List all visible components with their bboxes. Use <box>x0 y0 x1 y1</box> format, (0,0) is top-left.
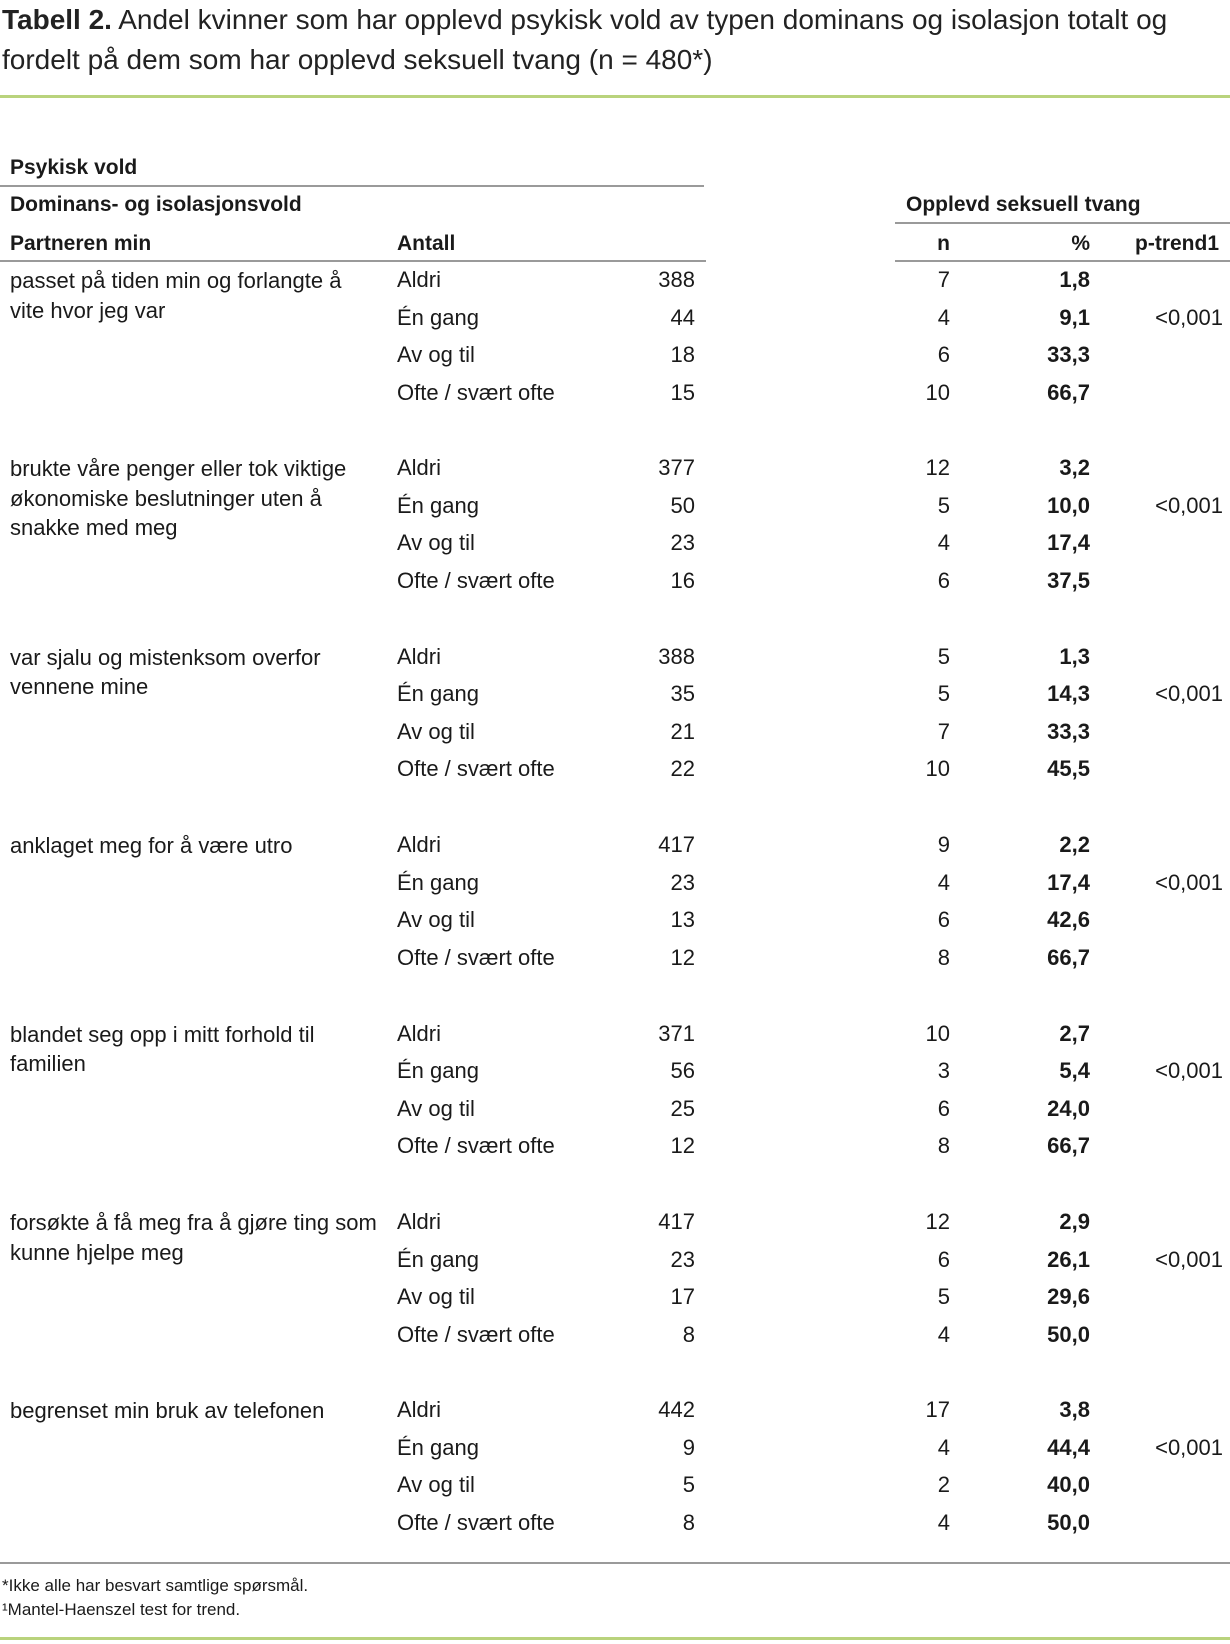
percent-value: 24,0 <box>1047 1095 1090 1121</box>
n-value: 9 <box>937 832 950 858</box>
antall-value: 56 <box>670 1058 695 1084</box>
n-value: 5 <box>937 643 950 669</box>
n-value: 4 <box>937 869 950 895</box>
n-value: 10 <box>925 756 950 782</box>
percent-value: 17,4 <box>1047 869 1090 895</box>
antall-value: 388 <box>658 643 695 669</box>
percent-value: 66,7 <box>1047 944 1090 970</box>
antall-value: 23 <box>670 869 695 895</box>
antall-value: 23 <box>670 1246 695 1272</box>
antall-value: 25 <box>670 1095 695 1121</box>
frequency-label: Én gang <box>397 492 479 518</box>
top-rule <box>0 95 1230 98</box>
percent-value: 17,4 <box>1047 530 1090 556</box>
table-title-text: Andel kvinner som har opplevd psykisk vold av typen dominans og isolasjon totalt og fordelt på dem som har opplevd seksuell tvang (n = 480*) <box>2 4 1168 75</box>
table-title-label: Tabell 2. <box>2 4 112 35</box>
n-value: 5 <box>937 1284 950 1309</box>
antall-value: 44 <box>670 304 695 330</box>
table-title <box>2 0 1222 80</box>
percent-value: 14,3 <box>1047 681 1090 707</box>
n-value: 10 <box>925 379 950 405</box>
percent-value: 10,0 <box>1047 492 1090 518</box>
header-rule-right <box>895 260 1230 262</box>
percent-value: 66,7 <box>1047 379 1090 405</box>
percent-value: 26,1 <box>1047 1246 1090 1272</box>
frequency-label: Aldri <box>397 1209 442 1234</box>
col-header-ptrend: p-trend1 <box>1135 232 1219 255</box>
percent-value: 37,5 <box>1047 567 1090 593</box>
p-trend-value: <0,001 <box>1155 1434 1223 1460</box>
antall-value: 371 <box>658 1020 695 1046</box>
antall-value: 377 <box>658 455 695 481</box>
n-value: 5 <box>937 681 950 707</box>
frequency-label: Av og til <box>397 1095 475 1121</box>
col-header-antall: Antall <box>397 232 456 255</box>
percent-value: 50,0 <box>1047 1321 1090 1347</box>
frequency-label: Én gang <box>397 1058 479 1084</box>
item-description: passet på tiden min og forlangte å vite hvor jeg var <box>10 268 342 323</box>
antall-value: 15 <box>670 379 695 405</box>
percent-value: 44,4 <box>1047 1434 1090 1460</box>
percent-value: 3,2 <box>1059 455 1090 481</box>
antall-value: 417 <box>658 832 695 858</box>
p-trend-value: <0,001 <box>1155 681 1223 707</box>
frequency-label: Én gang <box>397 1434 479 1460</box>
frequency-label: Av og til <box>397 907 475 933</box>
p-trend-value: <0,001 <box>1155 869 1223 895</box>
n-value: 6 <box>937 342 950 367</box>
antall-value: 5 <box>682 1472 695 1498</box>
antall-value: 8 <box>682 1509 695 1535</box>
n-value: 6 <box>937 1095 950 1121</box>
n-value: 8 <box>937 1133 950 1159</box>
percent-value: 9,1 <box>1059 304 1090 330</box>
percent-value: 40,0 <box>1047 1472 1090 1498</box>
col-header-pct: % <box>1071 232 1090 255</box>
n-value: 8 <box>937 944 950 970</box>
col-header-n: n <box>937 232 950 255</box>
antall-value: 12 <box>670 944 695 970</box>
n-value: 7 <box>937 718 950 744</box>
n-value: 4 <box>937 1434 950 1460</box>
antall-value: 50 <box>670 492 695 518</box>
antall-value: 8 <box>682 1321 695 1347</box>
header-rule-left <box>0 260 706 262</box>
item-description: begrenset min bruk av telefonen <box>10 1398 325 1424</box>
p-trend-value: <0,001 <box>1155 304 1223 330</box>
n-value: 4 <box>937 1509 950 1535</box>
item-description: var sjalu og mistenksom overfor vennene mine <box>10 644 321 700</box>
item-description: blandet seg opp i mitt forhold til familien <box>10 1021 315 1077</box>
frequency-label: Ofte / svært ofte <box>397 756 555 782</box>
antall-value: 18 <box>670 342 695 367</box>
col-header-partner: Partneren min <box>10 232 152 255</box>
frequency-label: Av og til <box>397 1472 475 1498</box>
n-value: 2 <box>937 1472 950 1498</box>
n-value: 6 <box>937 567 950 593</box>
frequency-label: Ofte / svært ofte <box>397 944 555 970</box>
percent-value: 33,3 <box>1047 718 1090 744</box>
frequency-label: Ofte / svært ofte <box>397 1509 555 1535</box>
item-description: forsøkte å få meg fra å gjøre ting som kunne hjelpe meg <box>10 1210 377 1265</box>
bottom-rule <box>0 1562 1230 1564</box>
percent-value: 2,9 <box>1059 1209 1090 1234</box>
n-value: 4 <box>937 530 950 556</box>
frequency-label: Aldri <box>397 1397 442 1423</box>
percent-value: 2,2 <box>1059 832 1090 858</box>
p-trend-value: <0,001 <box>1155 492 1223 518</box>
frequency-label: Aldri <box>397 455 442 481</box>
group-heading: Opplevd seksuell tvang <box>906 193 1141 216</box>
frequency-label: Ofte / svært ofte <box>397 567 555 593</box>
section-heading: Psykisk vold <box>10 156 138 179</box>
frequency-label: Ofte / svært ofte <box>397 1133 555 1159</box>
antall-value: 13 <box>670 907 695 933</box>
antall-value: 35 <box>670 681 695 707</box>
antall-value: 21 <box>670 718 695 744</box>
percent-value: 45,5 <box>1047 756 1090 782</box>
section-rule <box>0 185 704 187</box>
p-trend-value: <0,001 <box>1155 1058 1223 1084</box>
n-value: 6 <box>937 907 950 933</box>
group-rule <box>895 222 1230 224</box>
percent-value: 1,3 <box>1059 643 1090 669</box>
footnote-2: ¹Mantel-Haenszel test for trend. <box>2 1600 241 1619</box>
percent-value: 5,4 <box>1059 1058 1090 1084</box>
percent-value: 33,3 <box>1047 342 1090 367</box>
percent-value: 1,8 <box>1059 267 1090 292</box>
n-value: 6 <box>937 1246 950 1272</box>
antall-value: 22 <box>670 756 695 782</box>
antall-value: 17 <box>670 1284 695 1309</box>
percent-value: 3,8 <box>1059 1397 1090 1423</box>
antall-value: 417 <box>658 1209 695 1234</box>
frequency-label: Ofte / svært ofte <box>397 379 555 405</box>
n-value: 4 <box>937 304 950 330</box>
antall-value: 388 <box>658 267 695 292</box>
frequency-label: Én gang <box>397 304 479 330</box>
frequency-label: Ofte / svært ofte <box>397 1321 555 1347</box>
n-value: 5 <box>937 492 950 518</box>
antall-value: 23 <box>670 530 695 556</box>
antall-value: 9 <box>682 1434 695 1460</box>
antall-value: 12 <box>670 1133 695 1159</box>
frequency-label: Én gang <box>397 681 479 707</box>
n-value: 3 <box>937 1058 950 1084</box>
antall-value: 16 <box>670 567 695 593</box>
n-value: 12 <box>925 1209 950 1234</box>
frequency-label: Aldri <box>397 1020 442 1046</box>
percent-value: 29,6 <box>1047 1284 1090 1309</box>
n-value: 17 <box>925 1397 950 1423</box>
frequency-label: Aldri <box>397 643 442 669</box>
percent-value: 42,6 <box>1047 907 1090 933</box>
frequency-label: Av og til <box>397 342 475 367</box>
footer-rule <box>0 1637 1230 1640</box>
percent-value: 50,0 <box>1047 1509 1090 1535</box>
n-value: 10 <box>925 1020 950 1046</box>
p-trend-value: <0,001 <box>1155 1246 1223 1272</box>
n-value: 4 <box>937 1321 950 1347</box>
frequency-label: Av og til <box>397 718 475 744</box>
footnote-1: *Ikke alle har besvart samtlige spørsmål. <box>2 1576 309 1595</box>
frequency-label: Aldri <box>397 267 442 292</box>
frequency-label: Av og til <box>397 530 475 556</box>
percent-value: 2,7 <box>1059 1020 1090 1046</box>
item-description: anklaget meg for å være utro <box>10 833 293 859</box>
antall-value: 442 <box>658 1397 695 1423</box>
frequency-label: Av og til <box>397 1284 475 1309</box>
frequency-label: Aldri <box>397 832 442 858</box>
percent-value: 66,7 <box>1047 1133 1090 1159</box>
n-value: 12 <box>925 455 950 481</box>
frequency-label: Én gang <box>397 869 479 895</box>
n-value: 7 <box>937 267 950 292</box>
subsection-heading: Dominans- og isolasjonsvold <box>10 193 302 216</box>
frequency-label: Én gang <box>397 1246 479 1272</box>
item-description: brukte våre penger eller tok viktige økonomiske beslutninger uten å snakke med meg <box>10 456 347 541</box>
